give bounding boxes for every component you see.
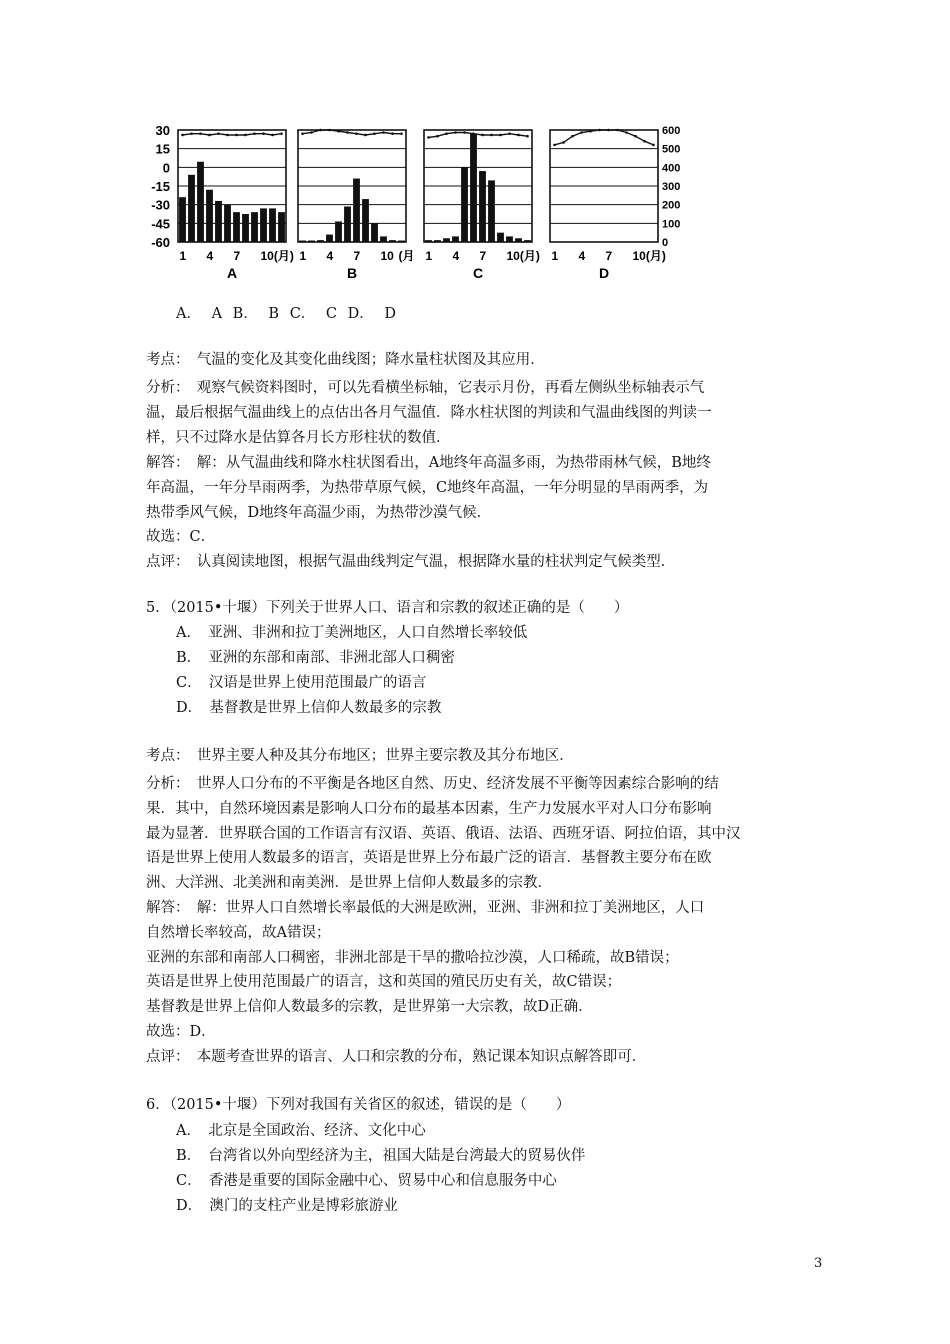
month-tick-label: 7	[353, 249, 361, 263]
month-tick-label: 4	[452, 249, 460, 263]
question5-stem: 5．（2015•十堰）下列关于世界人口、语言和宗教的叙述正确的是（ ）	[146, 600, 629, 616]
temperature-point	[454, 131, 457, 134]
temperature-point	[346, 131, 349, 134]
temperature-point	[208, 134, 211, 137]
precipitation-bar	[443, 238, 450, 242]
precipitation-bar	[497, 233, 504, 242]
precipitation-bar	[206, 190, 213, 242]
temperature-point	[607, 129, 610, 132]
precipitation-bar	[179, 197, 186, 242]
temperature-point	[217, 132, 220, 135]
month-tick-label: 1	[299, 249, 307, 263]
precipitation-bar	[299, 241, 306, 243]
temperature-point	[373, 132, 376, 135]
temperature-point	[382, 131, 385, 134]
climate-panel-d	[550, 129, 669, 281]
temperature-curve	[183, 134, 282, 135]
temperature-point	[499, 134, 502, 137]
temperature-curve	[555, 130, 654, 145]
precipitation-bar	[215, 201, 222, 242]
temperature-point	[271, 134, 274, 137]
precipitation-bar	[260, 208, 267, 242]
temperature-point	[253, 132, 256, 135]
precipitation-bar	[197, 162, 204, 242]
precipitation-tick-label: 400	[662, 162, 681, 175]
question6-option-d: D． 澳门的支柱产业是博彩旅游业	[176, 1198, 398, 1214]
temperature-point	[319, 129, 322, 132]
precipitation-bar	[515, 238, 522, 242]
temperature-point	[301, 132, 304, 135]
question6-option-c: C． 香港是重要的国际金融中心、贸易中心和信息服务中心	[176, 1173, 557, 1189]
month-tick-label: 7	[233, 249, 241, 263]
climate-charts	[140, 118, 700, 288]
month-tick-label: 1	[551, 249, 559, 263]
panel-label: D	[598, 265, 610, 281]
precipitation-bar	[242, 214, 249, 242]
question5-option-a: A． 亚洲、非洲和拉丁美洲地区，人口自然增长率较低	[176, 625, 528, 641]
month-tick-label: 10	[380, 249, 394, 263]
precipitation-bar	[398, 241, 405, 243]
precipitation-tick-label: 100	[662, 218, 681, 231]
temperature-point	[199, 132, 202, 135]
month-tick-label: 4	[578, 249, 586, 263]
precipitation-bar	[251, 212, 258, 242]
temperature-point	[634, 135, 637, 138]
precipitation-bar	[479, 171, 486, 242]
temperature-point	[328, 129, 331, 132]
question5-option-c: C． 汉语是世界上使用范围最广的语言	[176, 675, 427, 691]
panel-label: A	[226, 265, 238, 281]
precipitation-axis-ticks	[662, 125, 680, 249]
q5-jieda-3: 亚洲的东部和南部人口稠密，非洲北部是干旱的撒哈拉沙漠，人口稀疏，故B错误；	[146, 950, 679, 966]
precipitation-bar	[353, 179, 360, 242]
precipitation-bar	[425, 240, 432, 242]
month-tick-label: 10(月)	[260, 249, 294, 263]
climate-panel-a	[178, 130, 294, 281]
temperature-point	[235, 134, 238, 137]
precipitation-bar	[524, 240, 531, 242]
q5-fenxi-4: 语是世界上使用人数最多的语言，英语是世界上分布最广泛的语言．基督教主要分布在欧	[146, 850, 712, 866]
temperature-point	[310, 131, 313, 134]
temperature-point	[262, 132, 265, 135]
temperature-tick-label: 0	[162, 160, 170, 176]
question6-stem: 6．（2015•十堰）下列对我国有关省区的叙述，错误的是（ ）	[146, 1097, 571, 1113]
precipitation-tick-label: 200	[662, 199, 681, 212]
q5-fenxi-1: 分析： 世界人口分布的不平衡是各地区自然、历史、经济发展不平衡等因素综合影响的结	[146, 776, 719, 792]
precipitation-bar	[326, 235, 333, 242]
precipitation-bar	[233, 212, 240, 242]
q4-fenxi-1: 分析： 观察气候资料图时，可以先看横坐标轴，它表示月份，再看左侧纵坐标轴表示气	[146, 380, 705, 396]
precipitation-bar	[188, 175, 195, 242]
precipitation-tick-label: 0	[662, 237, 669, 249]
question5-option-b: B． 亚洲的东部和南部、非洲北部人口稠密	[176, 650, 455, 666]
q5-jieda-1: 解答： 解：世界人口自然增长率最低的大洲是欧洲，亚洲、非洲和拉丁美洲地区，人口	[146, 900, 705, 916]
month-tick-label: 10(月)	[506, 249, 540, 263]
temperature-point	[616, 129, 619, 132]
q4-jieda-1: 解答： 解：从气温曲线和降水柱状图看出，A地终年高温多雨，为热带雨林气候，B地终	[146, 455, 711, 471]
temperature-tick-label: -45	[151, 216, 170, 232]
precipitation-bar	[506, 236, 513, 242]
month-tick-label: 4	[326, 249, 334, 263]
q4-jieda-3: 热带季风气候，D地终年高温少雨，为热带沙漠气候．	[146, 505, 492, 521]
temperature-point	[598, 129, 601, 132]
panel-label: C	[472, 265, 484, 281]
precipitation-bar	[278, 212, 285, 242]
precipitation-bar	[224, 205, 231, 242]
temperature-point	[391, 132, 394, 135]
temperature-point	[652, 144, 655, 147]
temperature-tick-label: 30	[155, 123, 170, 138]
month-tick-label: 4	[206, 249, 214, 263]
temperature-point	[571, 135, 574, 138]
question5-option-d: D． 基督教是世界上信仰人数最多的宗教	[176, 700, 442, 716]
temperature-point	[436, 135, 439, 138]
temperature-tick-label: -60	[151, 235, 170, 250]
temperature-point	[625, 131, 628, 134]
temperature-tick-label: 15	[155, 141, 170, 157]
panel-label: B	[346, 265, 358, 281]
month-tick-label: 1	[179, 249, 187, 263]
temperature-point	[580, 131, 583, 134]
precipitation-tick-label: 500	[662, 143, 681, 156]
precipitation-bar	[344, 207, 351, 242]
month-tick-label: 7	[479, 249, 487, 263]
month-tick-label: (月	[398, 249, 415, 263]
temperature-point	[337, 130, 340, 133]
climate-panel-c	[424, 130, 540, 281]
q5-guxuan: 故选：D．	[146, 1024, 216, 1040]
precipitation-bar	[269, 208, 276, 242]
temperature-axis-ticks	[151, 123, 170, 250]
precipitation-bar	[317, 240, 324, 242]
temperature-point	[589, 130, 592, 133]
temperature-point	[427, 136, 430, 139]
temperature-point	[643, 140, 646, 143]
q4-dianping: 点评： 认真阅读地图，根据气温曲线判定气温，根据降水量的柱状判定气候类型．	[146, 554, 676, 570]
temperature-curve	[429, 133, 528, 138]
precipitation-bar	[308, 241, 315, 243]
precipitation-bar	[452, 236, 459, 242]
temperature-point	[190, 132, 193, 135]
temperature-point	[463, 131, 466, 134]
q5-fenxi-2: 果．其中，自然环境因素是影响人口分布的最基本因素，生产力发展水平对人口分布影响	[146, 801, 712, 817]
temperature-tick-label: -30	[151, 197, 170, 213]
q4-guxuan: 故选：C．	[146, 529, 216, 545]
temperature-point	[181, 134, 184, 137]
precipitation-bar	[335, 221, 342, 242]
temperature-point	[226, 134, 229, 137]
temperature-point	[481, 134, 484, 137]
temperature-point	[562, 141, 565, 144]
precipitation-bar	[371, 223, 378, 242]
q5-fenxi-3: 最为显著．世界联合国的工作语言有汉语、英语、俄语、法语、西班牙语、阿拉伯语，其中汉	[146, 826, 741, 842]
temperature-point	[400, 132, 403, 135]
precipitation-bar	[362, 199, 369, 242]
month-tick-label: 10(月)	[632, 249, 666, 263]
temperature-point	[355, 132, 358, 135]
q5-fenxi-5: 洲、大洋洲、北美洲和南美洲．是世界上信仰人数最多的宗教．	[146, 875, 552, 891]
month-tick-label: 7	[605, 249, 613, 263]
question6-option-b: B． 台湾省以外向型经济为主，祖国大陆是台湾最大的贸易伙伴	[176, 1148, 586, 1164]
temperature-point	[526, 135, 529, 138]
temperature-point	[508, 132, 511, 135]
question4-options: A． A B． B C． C D． D	[176, 306, 396, 322]
temperature-point	[280, 132, 283, 135]
temperature-point	[472, 132, 475, 135]
q5-dianping: 点评： 本题考查世界的语言、人口和宗教的分布，熟记课本知识点解答即可．	[146, 1049, 647, 1065]
precipitation-bar	[434, 240, 441, 242]
q4-fenxi-3: 样，只不过降水是估算各月长方形柱状的数值．	[146, 430, 451, 446]
temperature-point	[445, 132, 448, 135]
temperature-point	[553, 144, 556, 147]
precipitation-bar	[488, 180, 495, 242]
q4-kaodian: 考点： 气温的变化及其变化曲线图；降水量柱状图及其应用．	[146, 352, 545, 368]
month-tick-label: 1	[425, 249, 433, 263]
precipitation-bar	[470, 134, 477, 242]
temperature-point	[364, 134, 367, 137]
temperature-point	[490, 134, 493, 137]
precipitation-tick-label: 600	[662, 125, 681, 137]
q4-fenxi-2: 温，最后根据气温曲线上的点估出各月气温值．降水柱状图的判读和气温曲线图的判读一	[146, 405, 712, 421]
temperature-tick-label: -15	[151, 179, 170, 194]
q5-jieda-5: 基督教是世界上信仰人数最多的宗教，是世界第一大宗教，故D正确．	[146, 999, 593, 1015]
page-number: 3	[814, 1256, 823, 1271]
precipitation-tick-label: 300	[662, 181, 681, 193]
climate-panel-b	[298, 129, 415, 281]
q4-jieda-2: 年高温，一年分旱雨两季，为热带草原气候，C地终年高温，一年分明显的旱雨两季，为	[146, 480, 709, 496]
q5-jieda-2: 自然增长率较高，故A错误；	[146, 925, 331, 941]
question6-option-a: A． 北京是全国政治、经济、文化中心	[176, 1123, 426, 1139]
temperature-point	[244, 134, 247, 137]
q5-jieda-4: 英语是世界上使用范围最广的语言，这和英国的殖民历史有关，故C错误；	[146, 974, 622, 990]
precipitation-bar	[389, 240, 396, 242]
q5-kaodian: 考点： 世界主要人种及其分布地区；世界主要宗教及其分布地区．	[146, 748, 574, 764]
precipitation-bar	[461, 167, 468, 242]
temperature-point	[517, 134, 520, 137]
precipitation-bar	[380, 236, 387, 242]
